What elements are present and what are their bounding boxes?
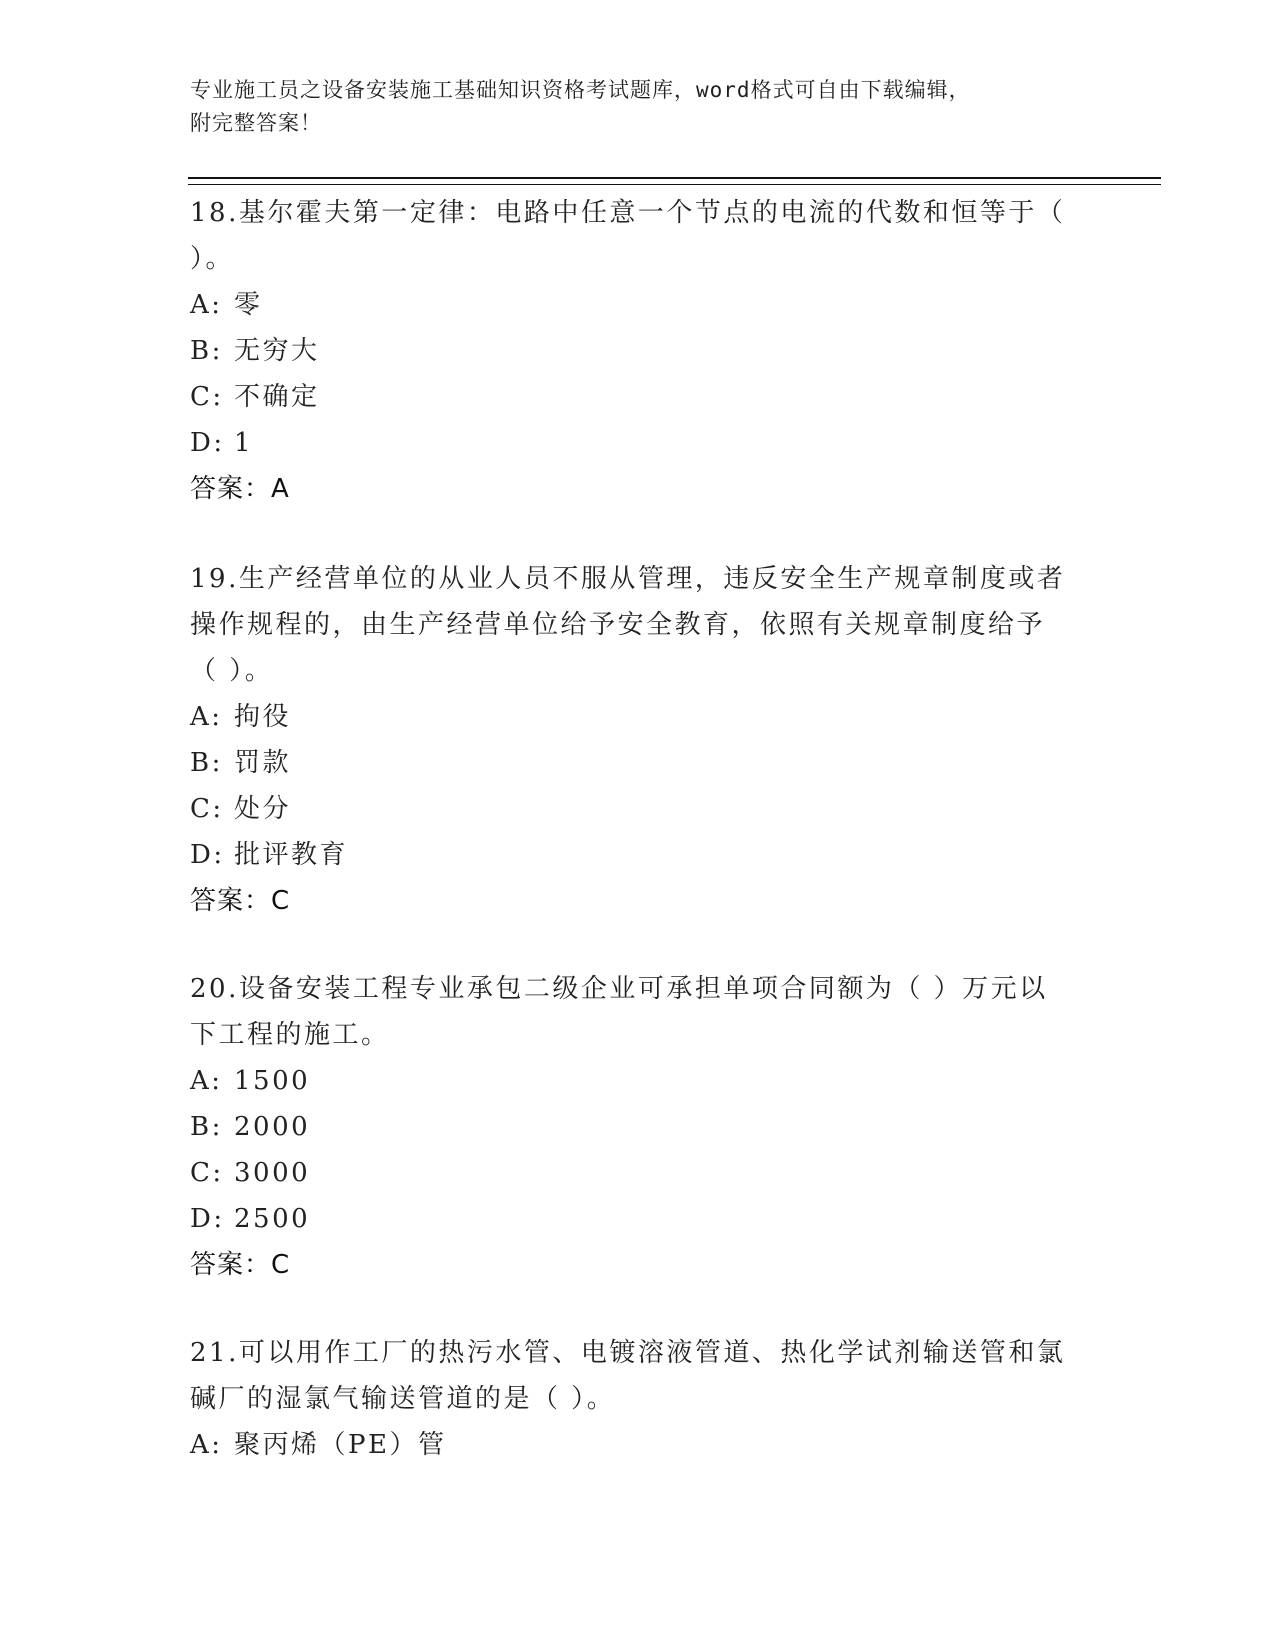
page-header (190, 74, 1090, 140)
option-key: C: (190, 1158, 224, 1188)
header-divider-thick (188, 177, 1161, 179)
option-a (190, 282, 1090, 328)
option-key: B: (190, 1112, 223, 1142)
option-text: 无穷大 (234, 336, 320, 366)
answer-line: 答案：C (190, 1250, 291, 1280)
question-21 (190, 1330, 1090, 1468)
question-stem-line: ）。 (190, 244, 235, 274)
option-d (190, 832, 1090, 878)
option-key: B: (190, 748, 223, 778)
option-text: 罚款 (234, 748, 292, 778)
option-b (190, 328, 1090, 374)
question-list (190, 190, 1090, 1468)
option-c (190, 786, 1090, 832)
option-key: A: (190, 1430, 223, 1460)
option-b (190, 1104, 1090, 1150)
question-stem-line: （ ）。 (190, 656, 274, 686)
option-a (190, 1422, 1090, 1468)
option-text: 2500 (234, 1204, 311, 1234)
header-line-2: 附完整答案！ (190, 111, 322, 135)
header-line-1: 专业施工员之设备安装施工基础知识资格考试题库，word格式可自由下载编辑， (190, 78, 971, 102)
option-key: C: (190, 794, 224, 824)
question-stem-line: 下工程的施工。 (190, 1020, 390, 1050)
header-divider-thin (188, 184, 1161, 185)
option-d (190, 1196, 1090, 1242)
option-text: 3000 (234, 1158, 311, 1188)
option-text: 拘役 (234, 702, 292, 732)
option-text: 不确定 (234, 382, 320, 412)
option-text: 2000 (234, 1112, 311, 1142)
option-d (190, 420, 1090, 466)
option-key: C: (190, 382, 224, 412)
option-key: D: (190, 428, 225, 458)
option-text: 批评教育 (234, 840, 349, 870)
option-key: A: (190, 702, 223, 732)
option-a (190, 1058, 1090, 1104)
question-stem-line: 20.设备安装工程专业承包二级企业可承担单项合同额为（ ）万元以 (190, 974, 1048, 1004)
question-stem-line: 18.基尔霍夫第一定律：电路中任意一个节点的电流的代数和恒等于（ (190, 198, 1066, 228)
answer-line: 答案：A (190, 474, 290, 504)
option-key: A: (190, 290, 223, 320)
option-a (190, 694, 1090, 740)
question-stem-line: 碱厂的湿氯气输送管道的是（ ）。 (190, 1384, 616, 1414)
question-20 (190, 966, 1090, 1288)
option-text: 零 (234, 290, 263, 320)
option-c (190, 1150, 1090, 1196)
question-stem-line: 21.可以用作工厂的热污水管、电镀溶液管道、热化学试剂输送管和氯 (190, 1338, 1066, 1368)
answer-line: 答案：C (190, 886, 291, 916)
option-b (190, 740, 1090, 786)
option-c (190, 374, 1090, 420)
question-stem-line: 操作规程的，由生产经营单位给予安全教育，依照有关规章制度给予 (190, 610, 1046, 640)
question-stem-line: 19.生产经营单位的从业人员不服从管理，违反安全生产规章制度或者 (190, 564, 1066, 594)
option-key: B: (190, 336, 223, 366)
option-text: 1500 (234, 1066, 311, 1096)
option-text: 处分 (234, 794, 292, 824)
question-19 (190, 556, 1090, 924)
option-key: D: (190, 1204, 225, 1234)
option-text: 1 (234, 428, 254, 458)
option-text: 聚丙烯（PE）管 (234, 1430, 447, 1460)
question-18 (190, 190, 1090, 512)
option-key: A: (190, 1066, 223, 1096)
option-key: D: (190, 840, 225, 870)
